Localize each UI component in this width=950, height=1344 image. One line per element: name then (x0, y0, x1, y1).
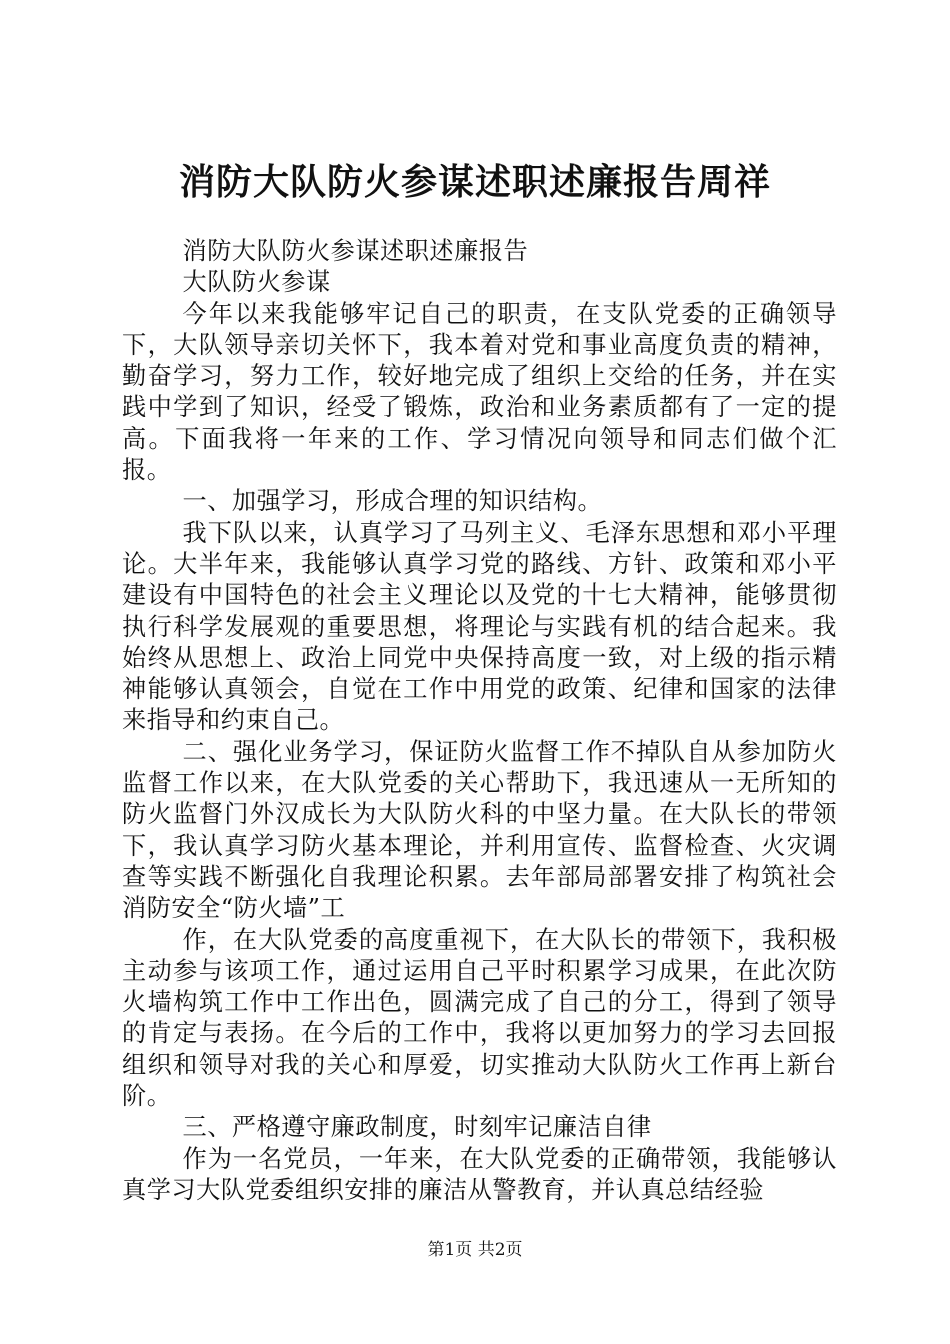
paragraph-author-role: 大队防火参谋 (182, 268, 331, 297)
document-body (122, 236, 837, 1206)
paragraph-integrity: 作为一名党员，一年来，在大队党委的正确带领，我能够认真学习大队党委组织安排的廉洁从警教育，并认真总结经验 (122, 1144, 837, 1204)
section-heading-1: 一、加强学习，形成合理的知识结构。 (182, 487, 603, 516)
paragraph-intro: 今年以来我能够牢记自己的职责，在支队党委的正确领导下，大队领导亲切关怀下，我本着对党和事业高度负责的精神，勤奋学习，努力工作，较好地完成了组织上交给的任务，并在实践中学到了知识，经受了锻炼，政治和业务素质都有了一定的提高。下面我将一年来的工作、学习情况向领导和同志们做个汇报。 (122, 299, 837, 485)
paragraph-subtitle: 消防大队防火参谋述职述廉报告 (182, 237, 529, 265)
document-title: 消防大队防火参谋述职述廉报告周祥 (178, 161, 771, 203)
page-footer: 第1页 共2页 (427, 1240, 523, 1260)
paragraph-business-study: 二、强化业务学习，保证防火监督工作不掉队自从参加防火监督工作以来，在大队党委的关心帮助下，我迅速从一无所知的防火监督门外汉成长为大队防火科的中坚力量。在大队长的带领下，我认真学习防火基本理论，并利用宣传、监督检查、火灾调查等实践不断强化自我理论积累。去年部局部署安排了构筑社会消防安全“防火墙”工 (122, 737, 837, 923)
section-heading-3: 三、严格遵守廉政制度，时刻牢记廉洁自律 (182, 1113, 652, 1142)
paragraph-study: 我下队以来，认真学习了马列主义、毛泽东思想和邓小平理论。大半年来，我能够认真学习党的路线、方针、政策和邓小平建设有中国特色的社会主义理论以及党的十七大精神，能够贯彻执行科学发展观的重要思想，将理论与实践有机的结合起来。我始终从思想上、政治上同党中央保持高度一致，对上级的指示精神能够认真领会，自觉在工作中用党的政策、纪律和国家的法律来指导和约束自己。 (122, 518, 837, 735)
paragraph-work: 作，在大队党委的高度重视下，在大队长的带领下，我积极主动参与该项工作，通过运用自己平时积累学习成果，在此次防火墙构筑工作中工作出色，圆满完成了自己的分工，得到了领导的肯定与表扬。在今后的工作中，我将以更加努力的学习去回报组织和领导对我的关心和厚爱，切实推动大队防火工作再上新台阶。 (122, 925, 837, 1111)
